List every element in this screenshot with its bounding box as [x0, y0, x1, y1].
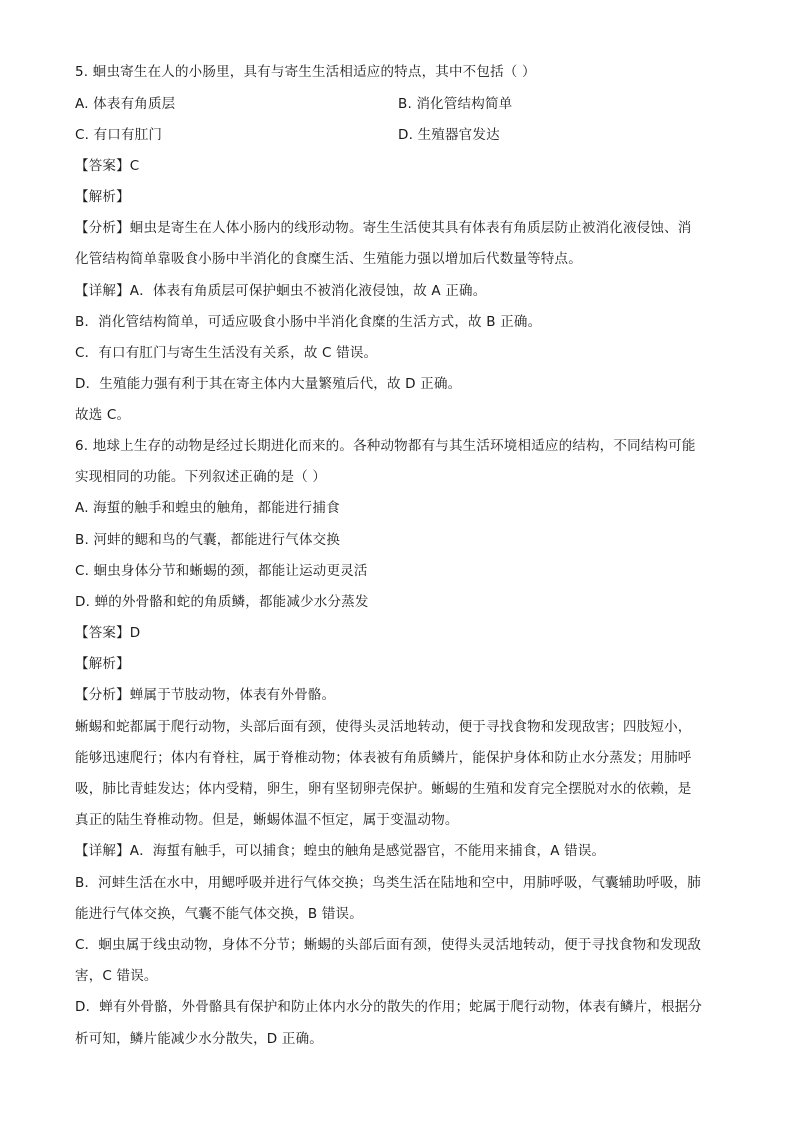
q6-option-c: C. 蛔虫身体分节和蜥蜴的颈，都能让运动更灵活 — [75, 563, 368, 579]
q5-analysis-line: 【分析】蛔虫是寄生在人体小肠内的线形动物。寄生生活使其具有体表有角质层防止被消化液侵蚀、消 — [75, 220, 692, 236]
q6-detail-line: C．蛔虫属于线虫动物，身体不分节；蜥蜴的头部后面有颈，使得头灵活地转动，便于寻找食物和发现敌 — [75, 937, 702, 953]
q6-analysis-line: 真正的陆生脊椎动物。但是，蜥蜴体温不恒定，属于变温动物。 — [75, 812, 459, 828]
q6-analysis-label: 【解析】 — [75, 656, 130, 672]
q6-detail-line: D．蝉有外骨骼，外骨骼具有保护和防止体内水分的散失的作用；蛇属于爬行动物，体表有鳞片，根据分 — [75, 999, 703, 1015]
q6-detail-line: 害，C 错误。 — [75, 968, 158, 984]
q5-option-b: B. 消化管结构简单 — [398, 96, 513, 112]
q5-analysis-label: 【解析】 — [75, 189, 130, 205]
q5-detail-line: 【详解】A．体表有角质层可保护蛔虫不被消化液侵蚀，故 A 正确。 — [75, 283, 487, 299]
q5-detail-line: C．有口有肛门与寄生生活没有关系，故 C 错误。 — [75, 345, 378, 361]
q6-option-b: B. 河蚌的鳃和鸟的气囊，都能进行气体交换 — [75, 532, 341, 548]
q6-analysis-line: 吸，肺比青蛙发达；体内受精，卵生，卵有坚韧卵壳保护。蜥蜴的生殖和发育完全摆脱对水的依赖，是 — [75, 781, 692, 797]
q5-analysis-line: 化管结构简单靠吸食小肠中半消化的食糜生活、生殖能力强以增加后代数量等特点。 — [75, 251, 582, 267]
q6-option-a: A. 海蜇的触手和蝗虫的触角，都能进行捕食 — [75, 500, 340, 516]
q5-detail-line: B．消化管结构简单，可适应吸食小肠中半消化食糜的生活方式，故 B 正确。 — [75, 314, 542, 330]
q6-option-d: D. 蝉的外骨骼和蛇的角质鳞，都能减少水分蒸发 — [75, 594, 369, 610]
q5-option-a: A. 体表有角质层 — [75, 96, 176, 112]
q5-answer: 【答案】C — [75, 158, 140, 174]
q5-stem: 5. 蛔虫寄生在人的小肠里，具有与寄生生活相适应的特点，其中不包括（ ） — [75, 64, 536, 80]
q5-detail-line: D．生殖能力强有利于其在寄主体内大量繁殖后代，故 D 正确。 — [75, 376, 462, 392]
q6-detail-line: 能进行气体交换，气囊不能气体交换，B 错误。 — [75, 906, 363, 922]
q6-analysis-line: 蜥蜴和蛇都属于爬行动物，头部后面有颈，使得头灵活地转动，便于寻找食物和发现敌害；四肢短小， — [75, 719, 692, 735]
q6-detail-line: 析可知，鳞片能减少水分散失，D 正确。 — [75, 1031, 323, 1047]
q6-stem-line: 6. 地球上生存的动物是经过长期进化而来的。各种动物都有与其生活环境相适应的结构，不同结构可能 — [75, 438, 696, 454]
q6-stem-line: 实现相同的功能。下列叙述正确的是（ ） — [75, 469, 327, 485]
q5-option-d: D. 生殖器官发达 — [398, 127, 500, 143]
q6-analysis-line: 【分析】蝉属于节肢动物，体表有外骨骼。 — [75, 687, 336, 703]
q6-detail-line: 【详解】A．海蜇有触手，可以捕食；蝗虫的触角是感觉器官，不能用来捕食，A 错误。 — [75, 843, 606, 859]
q6-analysis-line: 能够迅速爬行；体内有脊柱，属于脊椎动物；体表被有角质鳞片，能保护身体和防止水分蒸发；用肺呼 — [75, 750, 692, 766]
q5-conclusion: 故选 C。 — [75, 407, 131, 423]
q5-option-c: C. 有口有肛门 — [75, 127, 163, 143]
q6-detail-line: B．河蚌生活在水中，用鳃呼吸并进行气体交换；鸟类生活在陆地和空中，用肺呼吸，气囊辅助呼吸，肺 — [75, 875, 701, 891]
q6-answer: 【答案】D — [75, 625, 141, 641]
